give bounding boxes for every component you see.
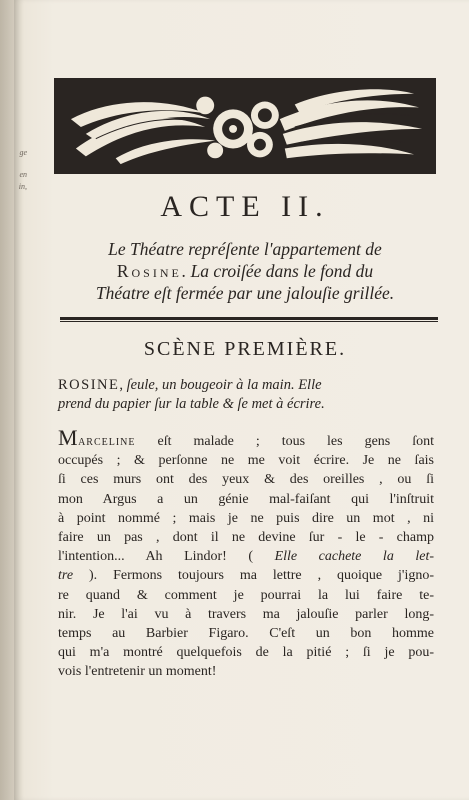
text-line: mon Argus a un génie mal-faiſant qui l'inſtruit [58, 491, 434, 507]
text-line: nir. Je l'ai vu à travers ma jalouſie parler long- [58, 606, 434, 622]
scene-direction-comma: , [119, 377, 127, 393]
text-line: Marceline eſt malade ; tous les gens ſont [58, 425, 434, 450]
scene-heading: SCÈNE PREMIÈRE. [143, 338, 347, 360]
floral-ornament-icon [56, 80, 434, 172]
act-heading: ACTE II. [160, 190, 330, 223]
binding-edge [0, 0, 14, 800]
character-name-rosine: Rosine [116, 261, 182, 281]
drop-cap: M [58, 425, 79, 450]
text-line: temps au Barbier Figaro. C'eſt un bon homme [58, 626, 434, 642]
text-line: faire un pas , dont il ne devine ſur - le - champ [58, 530, 434, 546]
scene-direction-line-1: ſeule, un bougeoir à la main. Elle [126, 377, 322, 393]
character-name: ROSINE [58, 377, 120, 393]
text-line: tre ). Fermons toujours ma lettre , quoique j'igno- [58, 568, 434, 584]
stage-direction [54, 238, 436, 304]
character-name-marceline: arceline [78, 434, 136, 449]
text-line: re quand & comment je pourrai la lui faire te- [58, 587, 434, 603]
text-line: vois l'entretenir un moment! [58, 664, 217, 680]
text-line: ſi ces murs ont des yeux & des oreilles , ou ſi [58, 472, 434, 488]
scene-direction [58, 376, 436, 414]
double-rule-divider [60, 317, 438, 322]
margin-fragment-3: in, [18, 182, 27, 191]
monologue-text [58, 425, 435, 682]
book-page [14, 0, 469, 800]
floral-ornament-headpiece [54, 78, 436, 174]
stage-direction-line-3: Théatre eſt fermée par une jalouſie grillée. [95, 283, 395, 303]
margin-fragment-2: en [19, 170, 27, 179]
text-line: à point nommé ; mais je ne puis dire un mot , ni [58, 510, 434, 526]
text-line: l'intention... Ah Lindor! ( Elle cachete la let- [58, 549, 435, 565]
scene-direction-line-2: prend du papier ſur la table & ſe met à écrire. [58, 396, 325, 412]
text-line: occupés ; & perſonne ne me voit écrire. Je ne ſais [58, 453, 434, 469]
stage-direction-line-1: Le Théatre repréſente l'appartement de [108, 239, 382, 259]
text-line: qui m'a montré quelquefois de la pitié ; ſi je pou- [58, 645, 434, 661]
stage-direction-line-2: . La croiſée dans le fond du [181, 261, 374, 281]
margin-fragment-1: ge [19, 148, 27, 157]
